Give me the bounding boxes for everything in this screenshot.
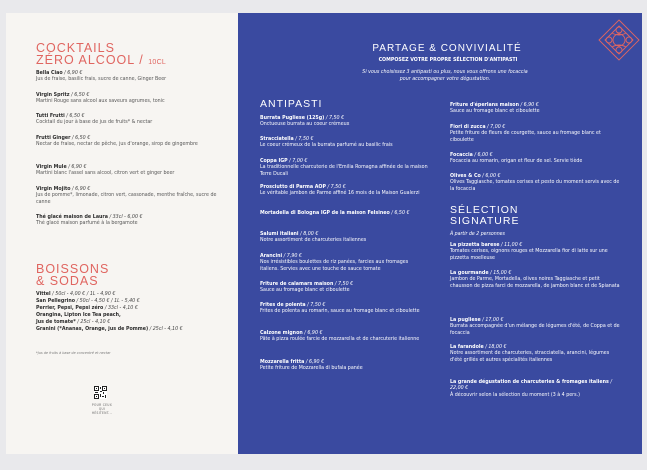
signature-subtitle: À partir de 2 personnes — [450, 231, 505, 237]
ornament-icon — [596, 17, 642, 63]
drink-item: San Pellegrino / 50cl - 4,50 € / 1L - 5,40 € — [36, 298, 140, 304]
antipasti-item: Coppa IGP / 7,00 € La traditionnelle charcuterie de l'Emilia Romagna affinée de la maison Terre Ducali — [260, 158, 428, 177]
signature-title: SÉLECTION SIGNATURE — [450, 204, 520, 227]
menu-sheet — [6, 13, 642, 454]
antipasti-item: Arancini / 7,90 € Nos irrésistibles boulettes de riz panées, farcies aux fromages italiens. Servies avec une touche de sauce tomate — [260, 253, 409, 272]
cocktail-item: Virgin Mojito / 6,90 € Jus de pomme*, limonade, citron vert, cassonade, menthe fraîche, sucre de canne — [36, 186, 217, 205]
panel-subtitle: COMPOSEZ VOTRE PROPRE SÉLECTION D'ANTIPASTI — [378, 57, 518, 63]
cocktail-item: Bella Ciao / 6,90 € Jus de fraise, basilic frais, sucre de canne, Ginger Beer — [36, 70, 167, 83]
antipasti-item: Frites de polenta / 7,50 € Frites de polenta au romarin, sauce au fromage blanc et ciboulette — [260, 302, 420, 315]
drink-item: Vittel / 50cl - 4,00 € / 1L - 4,90 € — [36, 291, 116, 297]
cocktail-item: Thé glacé maison de Laura / 33cl - 6,00 € Thé glacé maison parfumé à la bergamote — [36, 214, 143, 227]
drink-item: Orangina, Lipton Ice Tea peach, — [36, 312, 121, 318]
cocktail-item: Frutti Ginger / 6,50 € Nectar de fraise, nectar de pêche, jus d'orange, sirop de gingembre — [36, 135, 198, 148]
cocktails-title: COCKTAILS ZÉRO ALCOOL / 10CL — [36, 41, 167, 67]
antipasti-item: Salumi italiani / 8,00 € Notre assortiment de charcuteries italiennes — [260, 231, 367, 244]
signature-item: La pizzetta barese / 11,00 € Tomates cerises, oignons rouges et Mozzarella fior di latte sur une pizzetta moelleuse — [450, 242, 608, 261]
antipasti-item: Burrata Pugliese (125g) / 7,50 € Onctueuse burrata au coeur crémeux — [260, 115, 350, 128]
signature-item: La grande dégustation de charcuteries & fromages italiens / 22,00 € À découvrir selon la sélection du moment (3 à 4 pers.) — [450, 379, 612, 398]
right-page — [238, 13, 642, 454]
cocktail-item: Virgin Spritz / 6,50 € Martini Rouge sans alcool aux saveurs agrumes, tonic — [36, 92, 165, 105]
antipasti-item: Friture d'éperlans maison / 6,90 € Sauce au fromage blanc et ciboulette — [450, 102, 540, 115]
qr-caption: POUR CEUX QUI HÉSITENT... — [91, 403, 113, 415]
signature-item: La gourmande / 15,00 € Jambon de Parme, Mortadella, olives noires Taggiasche et petit chausson de pizza farci de mozzarella, de jambon blanc et de Spianata — [450, 270, 620, 289]
antipasti-item: Calzone mignon / 6,90 € Pâte à pizza roulée farcie de mozzarella et de charcuterie italienne — [260, 330, 420, 343]
signature-item: La pugliese / 17,00 € Burrata accompagnée d'un mélange de légumes d'été, de Coppa et de focaccia — [450, 317, 620, 336]
drink-item: Jus de tomate* / 25cl - 4,10 € — [36, 319, 111, 325]
boissons-title: BOISSONS & SODAS — [36, 262, 110, 288]
antipasti-item: Mortadella di Bologna IGP de la maison Felsineo / 6,50 € — [260, 210, 410, 216]
signature-item: La farandole / 18,00 € Notre assortiment de charcuteries, stracciatella, arancini, légumes d'été grillés et autres spécialités italiennes — [450, 344, 610, 363]
qr-code-icon[interactable] — [94, 386, 107, 399]
antipasti-item: Fiori di zucca / 7,00 € Petite friture de fleurs de courgette, sauce au fromage blanc et ciboulette — [450, 124, 601, 143]
antipasti-item: Olives & Co / 6,00 € Olives Taggiasche, tomates cerises et pesto du moment servis avec de la focaccia — [450, 173, 620, 192]
antipasti-item: Prosciutto di Parma AOP / 7,50 € Le véritable jambon de Parme affiné 16 mois de la Maison Gualerzi — [260, 184, 420, 197]
left-page — [6, 13, 238, 454]
panel-note: Si vous choisissez 3 antipasti ou plus, nous vous offrons une focaccia pour accompagner votre dégustation. — [362, 69, 528, 82]
antipasti-item: Mozzarella fritta / 6,90 € Petite friture de Mozzarella di bufala panée — [260, 359, 363, 372]
antipasti-item: Focaccia / 6,00 € Focaccia au romarin, origan et fleur de sel. Servie tiède — [450, 152, 583, 165]
footnote: *Jus de fruits à base de concentré et nectar — [36, 350, 111, 355]
antipasti-item: Friture de calamars maison / 7,50 € Sauce au fromage blanc et ciboulette — [260, 281, 354, 294]
antipasti-item: Stracciatella / 7,50 € Le coeur crémeux de la burrata parfumé au basilic frais — [260, 136, 393, 149]
drink-item: Granini (*Ananas, Orange, jus de Pomme) / 25cl - 4,10 € — [36, 326, 183, 332]
cocktail-item: Virgin Mule / 6,90 € Martini blanc l'assel sans alcool, citron vert et ginger beer — [36, 164, 175, 177]
panel-title: PARTAGE & CONVIVIALITÉ — [372, 43, 522, 54]
antipasti-title: ANTIPASTI — [260, 98, 323, 110]
cocktail-item: Tutti Frutti / 6,50 € Cocktail du jour à base de jus de fruits* & nectar — [36, 113, 153, 126]
drink-item: Perrier, Pepsi, Pepsi zéro / 33cl - 4,10 € — [36, 305, 138, 311]
